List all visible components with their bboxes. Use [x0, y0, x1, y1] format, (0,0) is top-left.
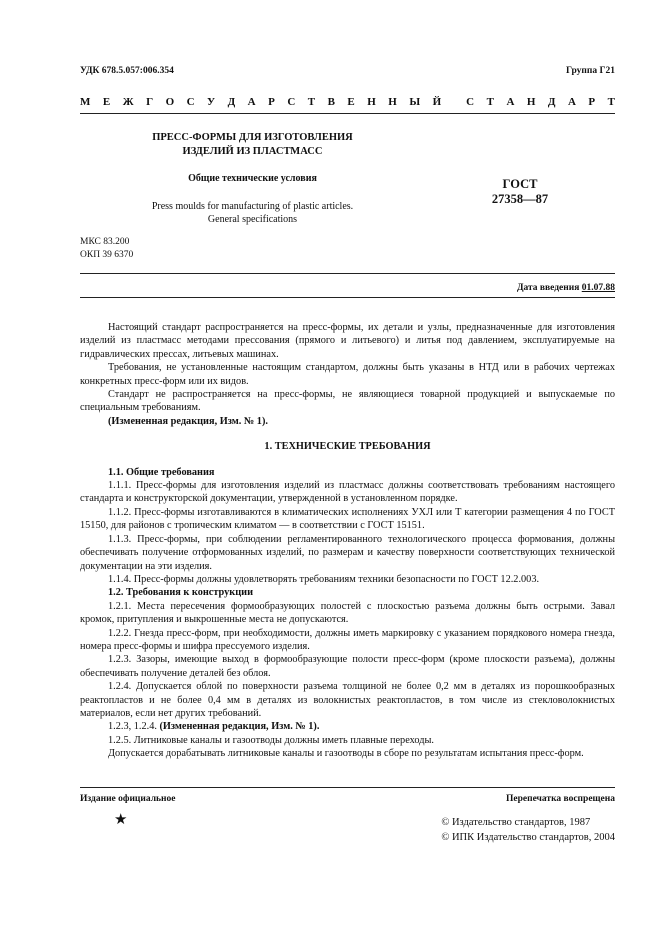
- banner-letter: С: [287, 96, 296, 108]
- paragraph: Настоящий стандарт распространяется на пресс-формы, их детали и узлы, предназначенные для изготовления изделий из пластмасс методами прессования (прямого и литьевого) и литья под давлением, эксплуатируемые на гидравлических прессах, литьевых машинах.: [80, 322, 615, 360]
- intro-date-value: 01.07.88: [581, 283, 615, 293]
- banner-letter: Т: [486, 96, 494, 108]
- bold-paragraph: 1.1. Общие требования: [108, 466, 215, 478]
- banner-letter: С: [186, 96, 195, 108]
- star-icon: ★: [114, 812, 128, 828]
- banner-letter: Т: [307, 96, 316, 108]
- mks-code: МКС 83.200: [80, 237, 130, 247]
- paragraph: 1.1.1. Пресс-формы для изготовления изделий из пластмасс должны соответствовать требованиям настоящего стандарта и конструкторской документации, утвержденной в установленном порядке.: [80, 480, 615, 505]
- copyright-line-2: © ИПК Издательство стандартов, 2004: [441, 832, 615, 843]
- reprint-notice: Перепечатка воспрещена: [505, 794, 615, 804]
- paragraph: Допускается дорабатывать литниковые каналы и газоотводы в сборе по результатам испытания пресс-форм.: [108, 748, 584, 760]
- top-divider: [80, 113, 615, 114]
- banner-letter: Е: [347, 96, 355, 108]
- middle-divider: [80, 273, 615, 274]
- banner-letter: Н: [526, 96, 536, 108]
- banner-letter: У: [207, 96, 216, 108]
- interstate-standard-banner: [80, 96, 615, 108]
- paragraph: 1.1.4. Пресс-формы должны удовлетворять требованиям техники безопасности по ГОСТ 12.2.003.: [108, 573, 540, 585]
- intro-date: [517, 283, 615, 293]
- banner-letter: Г: [146, 96, 154, 108]
- paragraph: [80, 720, 615, 733]
- banner-letter: В: [327, 96, 335, 108]
- section-heading: 1. ТЕХНИЧЕСКИЕ ТРЕБОВАНИЯ: [264, 441, 431, 453]
- copyright-block: [441, 815, 615, 845]
- intro-date-label: Дата введения: [516, 283, 580, 293]
- banner-letter: О: [165, 96, 175, 108]
- date-divider: [80, 297, 615, 298]
- banner-letter: Д: [227, 96, 236, 108]
- gost-number: 27358—87: [491, 192, 549, 206]
- paragraph: 1.1.2. Пресс-формы изготавливаются в климатических исполнениях УХЛ или Т категории размещения 4 по ГОСТ 15150, для районов с тропическим климатом — в соответствии с ГОСТ 15151.: [80, 506, 615, 532]
- banner-letter: Ж: [122, 96, 134, 108]
- banner-letter: Р: [268, 96, 275, 108]
- banner-letter: Д: [547, 96, 556, 108]
- banner-letter: Й: [432, 96, 442, 108]
- group-code: Группа Г21: [566, 66, 615, 76]
- document-title: [80, 131, 425, 159]
- paragraph: 1.2.5. Литниковые каналы и газоотводы должны иметь плавные переходы.: [108, 734, 434, 746]
- paragraph: 1.2.1. Места пересечения формообразующих полостей с плоскостью разъема должны быть острыми. Завал кромок, притупления и выкрошенные места не допускаются.: [80, 600, 615, 626]
- banner-letter: Р: [588, 96, 596, 108]
- copyright-line-1: © Издательство стандартов, 1987: [441, 817, 591, 828]
- amendment-note: (Измененная редакция, Изм. № 1).: [159, 721, 320, 733]
- document-subtitle: Общие технические условия: [188, 173, 317, 184]
- banner-letter: А: [247, 96, 256, 108]
- okp-code: ОКП 39 6370: [80, 250, 134, 260]
- paragraph: 1.2.3. Зазоры, имеющие выход в формообразующие полости пресс-форм (кроме плоскости разъема), должны обеспечивать получение деталей без облоя.: [80, 654, 615, 679]
- paragraph: 1.2.2. Гнезда пресс-форм, при необходимости, должны иметь маркировку с указанием порядкового номера гнезда, номера пресс-формы и шифра прессуемого изделия.: [80, 627, 615, 652]
- footer-divider: [80, 787, 615, 788]
- english-title-line-1: Press moulds for manufacturing of plastic articles.: [151, 201, 354, 212]
- paragraph-prefix: 1.2.3, 1.2.4.: [108, 721, 160, 733]
- banner-letter: А: [506, 96, 515, 108]
- banner-letter: Т: [607, 96, 615, 108]
- gost-label: ГОСТ: [502, 177, 538, 191]
- banner-letter: Е: [102, 96, 111, 108]
- classification-codes: [80, 236, 133, 262]
- document-body: [80, 321, 615, 761]
- udk-code: УДК 678.5.057:006.354: [80, 66, 174, 76]
- bold-paragraph: 1.2. Требования к конструкции: [108, 587, 254, 599]
- paragraph: Требования, не установленные настоящим стандартом, должны быть указаны в НТД или в рабочих чертежах конкретных пресс-форм или их видов.: [80, 362, 615, 387]
- banner-letter: М: [80, 96, 91, 108]
- english-title: [80, 200, 425, 226]
- banner-letter: А: [567, 96, 576, 108]
- banner-letter: Н: [388, 96, 397, 108]
- banner-letter: Ы: [409, 96, 421, 108]
- official-edition: Издание официальное: [80, 794, 176, 804]
- paragraph: 1.1.3. Пресс-формы, при соблюдении регламентированного технологического процесса формования, должны обеспечивать получение отформованных изделий, по размерам и качеству поверхности соответствующих технической документации на эти изделия.: [80, 533, 615, 572]
- banner-letter: Н: [367, 96, 376, 108]
- english-title-line-2: General specifications: [207, 214, 298, 225]
- title-line-1: ПРЕСС-ФОРМЫ ДЛЯ ИЗГОТОВЛЕНИЯ: [152, 132, 353, 143]
- gost-designation: [450, 177, 590, 207]
- paragraph: Стандарт не распространяется на пресс-формы, не являющиеся товарной продукцией и выпускаемые по специальным требованиям.: [80, 389, 615, 414]
- title-line-2: ИЗДЕЛИЙ ИЗ ПЛАСТМАСС: [182, 146, 323, 157]
- paragraph: 1.2.4. Допускается облой по поверхности разъема толщиной не более 0,2 мм в деталях из порошкообразных реактопластов и не более 0,4 мм в деталях из волокнистых реактопластов, в том числе из стекловолокнистых материалов, если нет других требований.: [80, 681, 615, 719]
- banner-letter: С: [466, 96, 475, 108]
- bold-paragraph: (Измененная редакция, Изм. № 1).: [108, 415, 268, 427]
